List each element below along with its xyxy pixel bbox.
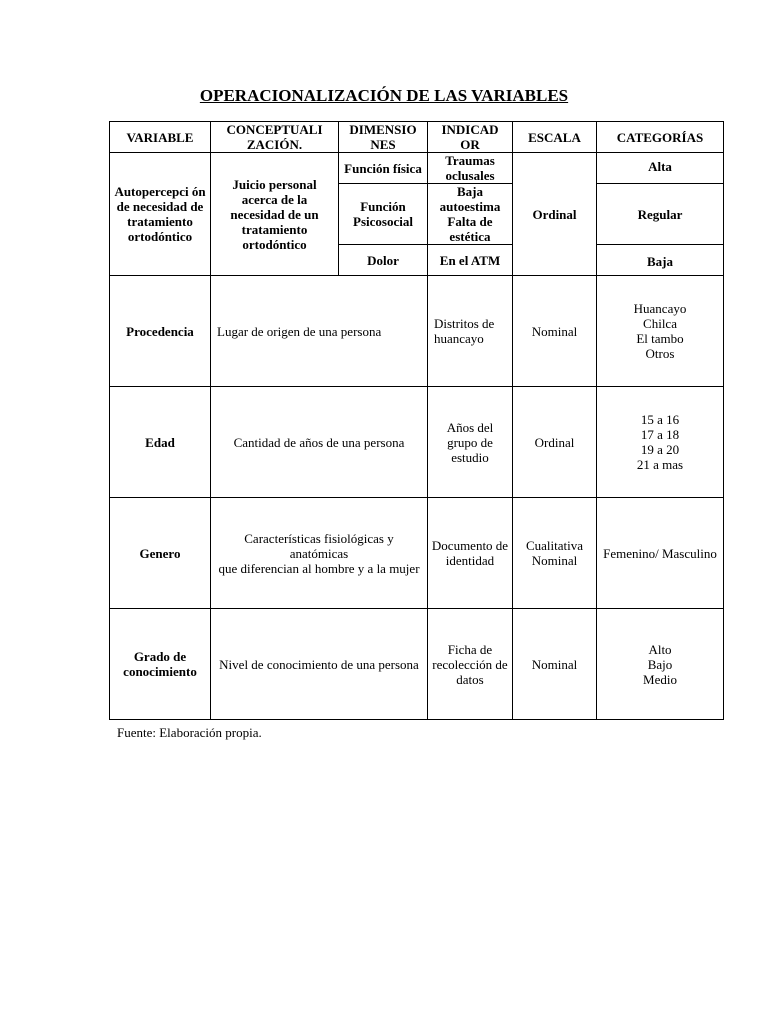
cell-indicator: Traumas oclusales xyxy=(428,153,513,184)
header-conceptualizacion: CONCEPTUALI ZACIÓN. xyxy=(211,122,339,153)
category-item: Bajo xyxy=(647,656,673,672)
concept-line: que diferencian al hombre y a la mujer xyxy=(218,560,420,576)
page-title: OPERACIONALIZACIÓN DE LAS VARIABLES xyxy=(199,86,569,105)
cell-indicator: Ficha de recolección de datos xyxy=(428,609,513,720)
cell-variable: Edad xyxy=(110,387,211,498)
cell-indicator: Distritos de huancayo xyxy=(428,276,513,387)
category-item: Huancayo xyxy=(633,301,687,316)
category-item: El tambo xyxy=(636,331,684,346)
source-note: Fuente: Elaboración propia. xyxy=(117,725,262,740)
cell-categories xyxy=(597,609,724,720)
header-categorias: CATEGORÍAS xyxy=(597,122,724,153)
table-row xyxy=(110,153,724,184)
header-row xyxy=(110,122,724,153)
cell-indicator: En el ATM xyxy=(428,245,513,276)
table-row xyxy=(110,276,724,387)
cell-categories xyxy=(597,276,724,387)
cell-category: Alta xyxy=(597,153,724,184)
category-item: Medio xyxy=(643,671,677,687)
cell-categories xyxy=(597,387,724,498)
category-item: Otros xyxy=(645,346,675,361)
category-item: 21 a mas xyxy=(636,457,684,472)
cell-variable: Grado de conocimiento xyxy=(110,609,211,720)
header-escala: ESCALA xyxy=(513,122,597,153)
cell-category: Baja xyxy=(597,245,724,276)
category-item: Chilca xyxy=(643,316,677,331)
header-dimensiones: DIMENSIO NES xyxy=(339,122,428,153)
category-item: Alto xyxy=(648,641,672,657)
cell-scale: Nominal xyxy=(513,609,597,720)
category-item: 19 a 20 xyxy=(640,442,680,457)
table-row xyxy=(110,387,724,498)
cell-indicator: Baja autoestima Falta de estética xyxy=(428,184,513,245)
cell-scale: Ordinal xyxy=(513,387,597,498)
table-row xyxy=(110,609,724,720)
cell-variable: Autopercepci ón de necesidad de tratamiento ortodóntico xyxy=(110,153,211,276)
cell-scale: Ordinal xyxy=(513,153,597,276)
cell-indicator: Años del grupo de estudio xyxy=(428,387,513,498)
cell-concept: Lugar de origen de una persona xyxy=(211,276,428,387)
cell-scale: Nominal xyxy=(513,276,597,387)
cell-dimension: Función física xyxy=(339,153,428,184)
category-item: 15 a 16 xyxy=(640,412,680,427)
category-item: 17 a 18 xyxy=(640,427,680,442)
cell-concept: Cantidad de años de una persona xyxy=(211,387,428,498)
header-indicador: INDICAD OR xyxy=(428,122,513,153)
cell-concept: Juicio personal acerca de la necesidad de un tratamiento ortodóntico xyxy=(211,153,339,276)
cell-categories: Femenino/ Masculino xyxy=(597,498,724,609)
cell-dimension: Función Psicosocial xyxy=(339,184,428,245)
cell-variable: Procedencia xyxy=(110,276,211,387)
cell-scale: Cualitativa Nominal xyxy=(513,498,597,609)
cell-category: Regular xyxy=(597,184,724,245)
header-variable: VARIABLE xyxy=(110,122,211,153)
cell-concept xyxy=(211,498,428,609)
concept-line: Características fisiológicas y anatómicas xyxy=(244,530,394,561)
cell-concept: Nivel de conocimiento de una persona xyxy=(211,609,428,720)
cell-variable: Genero xyxy=(110,498,211,609)
variables-table xyxy=(109,121,724,720)
cell-dimension: Dolor xyxy=(339,245,428,276)
table-row xyxy=(110,498,724,609)
cell-indicator: Documento de identidad xyxy=(428,498,513,609)
